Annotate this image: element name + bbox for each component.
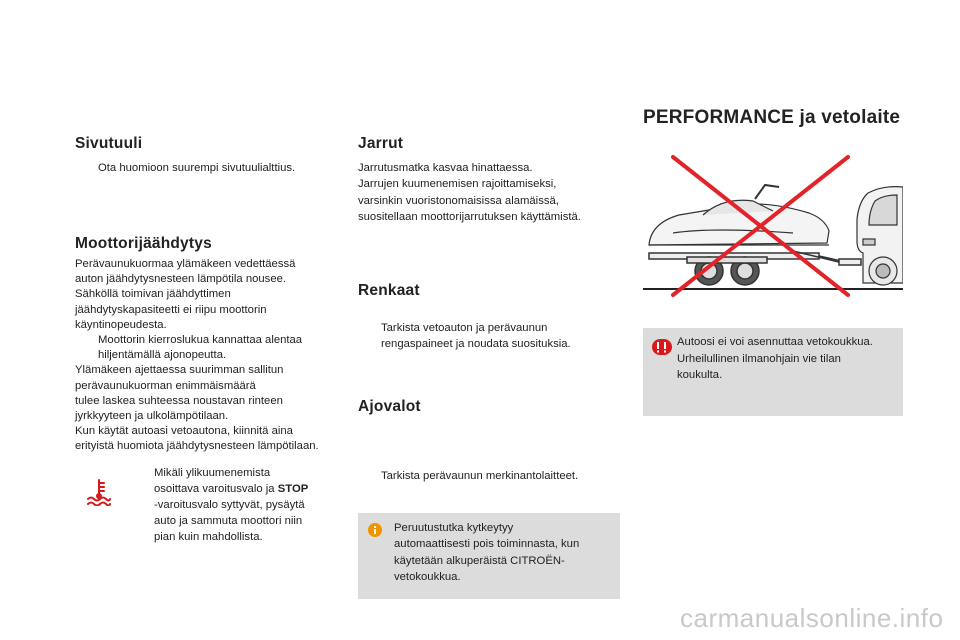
jarrut-body	[358, 160, 623, 225]
text-line: automaattisesti pois toiminnasta, kun	[394, 538, 580, 551]
heading-moottorijaahdytys: Moottorijäähdytys	[75, 235, 212, 252]
heading-renkaat: Renkaat	[358, 282, 420, 299]
text-line	[154, 481, 351, 497]
coolant-temperature-icon	[86, 478, 112, 506]
bullet-renkaat	[358, 320, 646, 352]
heading-jarrut: Jarrut	[358, 135, 404, 152]
car-rear-icon	[857, 187, 903, 285]
text-line: vetokoukkua.	[394, 570, 461, 583]
text-line: Moottorin kierroslukua kannattaa alentaa	[98, 334, 303, 347]
text-line: Kun käytät autoasi vetoautona, kiinnitä aina	[75, 425, 293, 438]
text-line: -varoitusvalo syttyvät, pysäytä	[154, 499, 305, 511]
text-line: koukulta.	[677, 369, 723, 381]
heading-ajovalot: Ajovalot	[358, 398, 421, 415]
text-line: pian kuin mahdollista.	[154, 531, 263, 543]
text-line: Jarrutusmatka kasvaa hinattaessa.	[358, 162, 533, 174]
text-line: jäähdytyskapasiteetti ei riipu moottorin	[75, 303, 267, 316]
text-line: Tarkista vetoauton ja perävaunun	[381, 322, 548, 335]
moottori-body	[75, 257, 350, 455]
page-title: PERFORMANCE ja vetolaite	[643, 107, 901, 128]
bullet-overheat	[131, 465, 351, 545]
text-line: auton jäähdytysnesteen lämpötila nousee.	[75, 273, 287, 286]
bullet-text: Ota huomioon suurempi sivutuulialttius.	[98, 162, 296, 174]
text-line: suositellaan moottorijarrutuksen käyttämistä.	[358, 210, 581, 223]
text-line: käytetään alkuperäistä CITROËN-	[394, 554, 565, 567]
text-line: Mikäli ylikuumenemista	[154, 467, 271, 479]
watermark: carmanualsonline.info	[680, 603, 944, 633]
text-line: jyrkkyyteen ja ulkolämpötilaan.	[75, 410, 229, 423]
info-note-box	[358, 513, 620, 599]
warning-note-box	[643, 328, 903, 416]
warning-note-text	[677, 334, 901, 384]
towbar-illustration	[643, 153, 903, 298]
text-line: auto ja sammuta moottori niin	[154, 515, 303, 527]
text-line: Peruutustutka kytkeytyy	[394, 522, 514, 534]
text-line: Sähköllä toimivan jäähdyttimen	[75, 288, 231, 301]
stop-label: STOP	[277, 483, 309, 495]
text-line: käyntinopeudesta.	[75, 318, 167, 331]
bullet-text: Tarkista perävaunun merkinantolaitteet.	[381, 470, 579, 483]
overheat-warning	[131, 465, 351, 545]
text-line: Perävaunukuormaa ylämäkeen vedettäessä	[75, 258, 296, 270]
text-line: hiljentämällä ajonopeutta.	[98, 349, 227, 362]
text-line: Urheilullinen ilmanohjain vie tilan	[677, 352, 841, 365]
text-line: rengaspaineet ja noudata suosituksia.	[381, 338, 571, 351]
bullet-ajovalot	[358, 469, 646, 484]
warning-exclamation-icon	[651, 338, 673, 356]
text-line: Autoosi ei voi asennuttaa vetokoukkua.	[677, 336, 873, 348]
text-line: varsinkin vuoristonomaisissa alamäissä,	[358, 194, 559, 207]
text-line: perävaunukuorman enimmäismäärä	[75, 379, 256, 392]
bullet-moottori	[75, 333, 350, 363]
info-note-text	[394, 520, 616, 585]
text-line: erityistä huomiota jäähdytysnesteen lämpötilaan.	[75, 440, 319, 453]
text-line: Jarrujen kuumenemisen rajoittamiseksi,	[358, 178, 557, 191]
info-icon	[368, 523, 382, 537]
text-line: tulee laskea suhteessa noustavan rinteen	[75, 394, 283, 407]
text-line: Ylämäkeen ajettaessa suurimman sallitun	[75, 364, 284, 377]
text-segment: osoittava varoitusvalo ja	[154, 483, 278, 495]
heading-sivutuuli: Sivutuuli	[75, 135, 143, 152]
bullet-sivutuuli	[75, 161, 368, 176]
